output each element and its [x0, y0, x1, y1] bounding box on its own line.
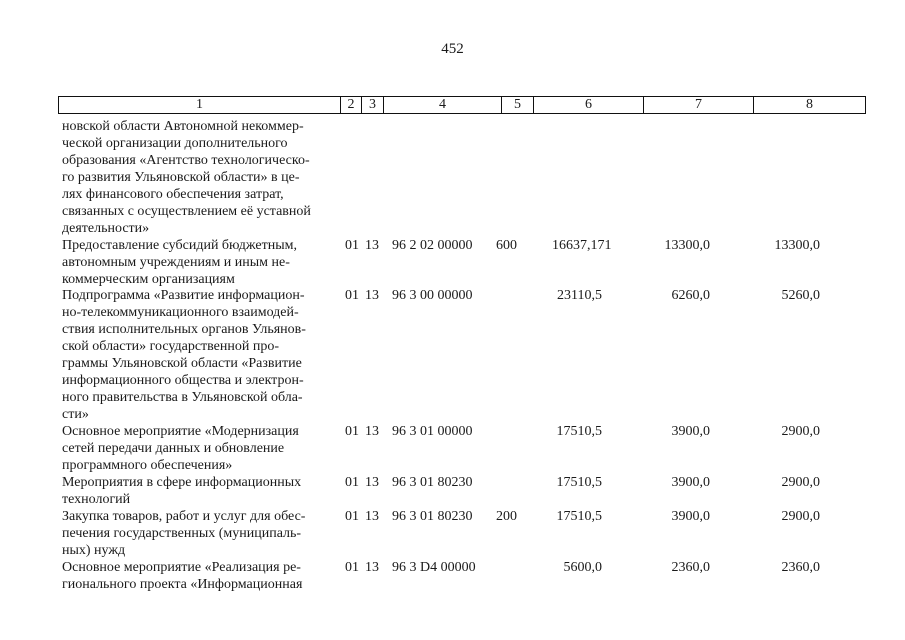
row-section: 01: [345, 424, 359, 439]
header-col-7: 7: [644, 97, 754, 114]
row-target-code: 96 3 01 00000: [392, 424, 473, 439]
row-section: 01: [345, 475, 359, 490]
row-amount-col6: 17510,5: [556, 509, 602, 524]
row-subsection: 13: [365, 238, 379, 253]
row-description: Закупка товаров, работ и услуг для обес- печения государственных (муниципаль- ных) нужд: [62, 509, 306, 558]
header-col-5: 5: [502, 97, 534, 114]
row-amount-col8: 5260,0: [781, 288, 820, 303]
row-section: 01: [345, 238, 359, 253]
row-amount-col7: 3900,0: [671, 509, 710, 524]
budget-table-body: [0, 118, 905, 599]
row-amount-col8: 13300,0: [774, 238, 820, 253]
row-target-code: 96 3 D4 00000: [392, 560, 476, 575]
row-amount-col7: 13300,0: [664, 238, 710, 253]
row-amount-col7: 3900,0: [671, 475, 710, 490]
row-amount-col8: 2900,0: [781, 509, 820, 524]
row-description: новской области Автономной некоммер- ческой организации дополнительного образования «Агентство технологическо- го развития Ульяновской области» в це- лях финансового обеспечения затрат, связанных с осуществлением её уставной деятельности»: [62, 119, 311, 236]
table-row: [0, 474, 905, 508]
row-amount-col8: 2360,0: [781, 560, 820, 575]
row-amount-col8: 2900,0: [781, 475, 820, 490]
row-subsection: 13: [365, 288, 379, 303]
row-section: 01: [345, 560, 359, 575]
table-row: [0, 423, 905, 474]
table-row: [0, 237, 905, 287]
row-target-code: 96 3 00 00000: [392, 288, 473, 303]
column-header-table: [58, 96, 866, 114]
row-section: 01: [345, 509, 359, 524]
row-subsection: 13: [365, 560, 379, 575]
table-row: [0, 287, 905, 423]
row-target-code: 96 3 01 80230: [392, 509, 473, 524]
header-col-8: 8: [754, 97, 866, 114]
row-description: Подпрограмма «Развитие информацион- но-телекоммуникационного взаимодей- ствия исполнительных органов Ульянов- ской области» государственной про- граммы Ульяновской области «Развитие информационного общества и электрон- ного правительства в Ульяновской обла- сти»: [62, 288, 306, 422]
row-amount-col6: 17510,5: [556, 475, 602, 490]
row-expense-type: 200: [496, 509, 517, 524]
row-amount-col6: 16637,171: [552, 238, 612, 253]
table-row: [0, 508, 905, 559]
row-expense-type: 600: [496, 238, 517, 253]
row-amount-col6: 23110,5: [557, 288, 602, 303]
row-description: Предоставление субсидий бюджетным, автономным учреждениям и иным не- коммерческим организациям: [62, 238, 298, 287]
row-section: 01: [345, 288, 359, 303]
page-number: 452: [441, 41, 464, 57]
row-subsection: 13: [365, 475, 379, 490]
row-description: Основное мероприятие «Модернизация сетей передачи данных и обновление программного обеспечения»: [62, 424, 299, 473]
header-col-2: 2: [341, 97, 362, 114]
table-row: [0, 118, 905, 237]
row-amount-col7: 2360,0: [671, 560, 710, 575]
header-col-4: 4: [384, 97, 502, 114]
row-amount-col7: 6260,0: [671, 288, 710, 303]
row-amount-col6: 5600,0: [563, 560, 602, 575]
row-amount-col6: 17510,5: [556, 424, 602, 439]
row-description: Мероприятия в сфере информационных технологий: [62, 475, 302, 507]
header-col-1: 1: [59, 97, 341, 114]
row-description: Основное мероприятие «Реализация ре- гионального проекта «Информационная: [62, 560, 303, 592]
row-target-code: 96 2 02 00000: [392, 238, 473, 253]
row-amount-col7: 3900,0: [671, 424, 710, 439]
row-target-code: 96 3 01 80230: [392, 475, 473, 490]
header-col-6: 6: [534, 97, 644, 114]
table-row: [0, 559, 905, 599]
row-subsection: 13: [365, 424, 379, 439]
header-col-3: 3: [362, 97, 384, 114]
row-subsection: 13: [365, 509, 379, 524]
header-row: [59, 97, 866, 114]
row-amount-col8: 2900,0: [781, 424, 820, 439]
